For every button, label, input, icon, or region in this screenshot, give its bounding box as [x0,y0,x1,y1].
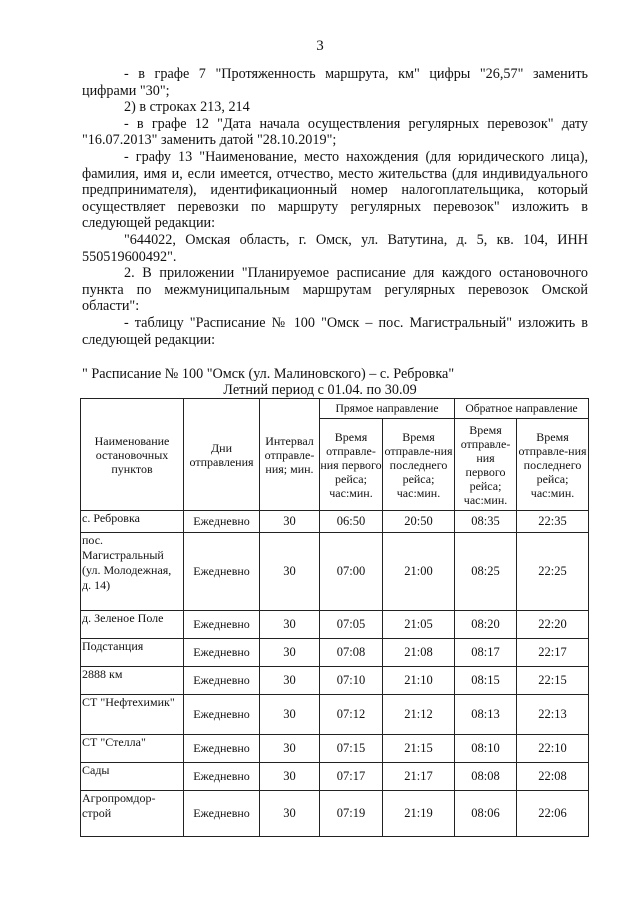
forward-last-time: 21:05 [383,611,455,639]
backward-first-time: 08:10 [455,735,517,763]
forward-last-time: 20:50 [383,511,455,533]
interval-minutes: 30 [260,735,320,763]
header-forward-first: Время отправле-ния первого рейса; час:мин. [320,419,383,511]
backward-last-time: 22:15 [517,667,589,695]
header-backward: Обратное направление [455,399,589,419]
backward-last-time: 22:17 [517,639,589,667]
stop-name: СТ "Нефтехимик" [81,695,184,735]
departure-days: Ежедневно [184,667,260,695]
paragraph-date-change: - в графе 12 "Дата начала осуществления регулярных перевозок" дату "16.07.2013" заменить датой "28.10.2019"; [82,115,588,149]
forward-first-time: 07:17 [320,763,383,791]
departure-days: Ежедневно [184,511,260,533]
forward-last-time: 21:17 [383,763,455,791]
forward-last-time: 21:15 [383,735,455,763]
schedule-table [80,398,589,837]
forward-first-time: 07:19 [320,791,383,837]
interval-minutes: 30 [260,611,320,639]
header-interval: Интервал отправле-ния; мин. [260,399,320,511]
departure-days: Ежедневно [184,763,260,791]
interval-minutes: 30 [260,533,320,611]
paragraph-rows: 2) в строках 213, 214 [124,99,250,116]
table-row [81,763,589,791]
backward-first-time: 08:06 [455,791,517,837]
departure-days: Ежедневно [184,791,260,837]
backward-last-time: 22:13 [517,695,589,735]
paragraph-address: "644022, Омская область, г. Омск, ул. Ватутина, д. 5, кв. 104, ИНН 550519600492". [82,231,588,265]
stop-name: пос. Магистральный (ул. Молодежная, д. 14) [81,533,184,611]
forward-first-time: 07:08 [320,639,383,667]
header-forward-last: Время отправле-ния последнего рейса; час:мин. [383,419,455,511]
forward-first-time: 07:12 [320,695,383,735]
schedule-title: " Расписание № 100 "Омск (ул. Малиновского) – с. Ребровка" [82,366,455,382]
interval-minutes: 30 [260,667,320,695]
schedule-body [81,511,589,837]
departure-days: Ежедневно [184,695,260,735]
forward-last-time: 21:12 [383,695,455,735]
document-body [82,66,588,348]
header-backward-first: Время отправле-ния первого рейса; час:мин. [455,419,517,511]
interval-minutes: 30 [260,639,320,667]
backward-last-time: 22:08 [517,763,589,791]
forward-last-time: 21:10 [383,667,455,695]
table-row [81,611,589,639]
forward-last-time: 21:19 [383,791,455,837]
stop-name: д. Зеленое Поле [81,611,184,639]
departure-days: Ежедневно [184,639,260,667]
table-row [81,511,589,533]
stop-name: СТ "Стелла" [81,735,184,763]
departure-days: Ежедневно [184,611,260,639]
backward-last-time: 22:20 [517,611,589,639]
paragraph-length-change: - в графе 7 "Протяженность маршрута, км" цифры "26,57" заменить цифрами "30"; [82,66,588,99]
page-number: 3 [316,38,324,54]
interval-minutes: 30 [260,695,320,735]
forward-first-time: 07:05 [320,611,383,639]
paragraph-appendix: 2. В приложении "Планируемое расписание для каждого остановочного пункта по межмуниципальным маршрутам регулярных перевозок Омской области": [82,265,588,315]
backward-first-time: 08:13 [455,695,517,735]
forward-first-time: 07:15 [320,735,383,763]
forward-first-time: 07:10 [320,667,383,695]
forward-first-time: 07:00 [320,533,383,611]
table-row [81,533,589,611]
backward-first-time: 08:35 [455,511,517,533]
backward-last-time: 22:10 [517,735,589,763]
backward-first-time: 08:08 [455,763,517,791]
backward-last-time: 22:35 [517,511,589,533]
table-row [81,695,589,735]
backward-first-time: 08:25 [455,533,517,611]
interval-minutes: 30 [260,511,320,533]
table-row [81,791,589,837]
forward-first-time: 06:50 [320,511,383,533]
backward-first-time: 08:20 [455,611,517,639]
interval-minutes: 30 [260,791,320,837]
header-days: Дни отправления [184,399,260,511]
stop-name: 2888 км [81,667,184,695]
stop-name: Сады [81,763,184,791]
stop-name: Агропромдор-строй [81,791,184,837]
forward-last-time: 21:08 [383,639,455,667]
table-row [81,735,589,763]
schedule-period: Летний период с 01.04. по 30.09 [223,382,417,398]
forward-last-time: 21:00 [383,533,455,611]
stop-name: Подстанция [81,639,184,667]
stop-name: с. Ребровка [81,511,184,533]
interval-minutes: 30 [260,763,320,791]
table-row [81,667,589,695]
table-row [81,639,589,667]
backward-first-time: 08:15 [455,667,517,695]
backward-last-time: 22:06 [517,791,589,837]
departure-days: Ежедневно [184,735,260,763]
header-stop: Наименование остановочных пунктов [81,399,184,511]
departure-days: Ежедневно [184,533,260,611]
header-forward: Прямое направление [320,399,455,419]
header-backward-last: Время отправле-ния последнего рейса; час:мин. [517,419,589,511]
paragraph-column-13: - графу 13 "Наименование, место нахождения (для юридического лица), фамилия, имя и, если имеется, отчество, место жительства (для индивидуального предпринимателя), идентификационный номер налогоплательщика, который осуществляет перевозки по маршруту регулярных перевозок" изложить в следующей редакции: [82,148,588,232]
backward-last-time: 22:25 [517,533,589,611]
backward-first-time: 08:17 [455,639,517,667]
paragraph-table-intro: - таблицу "Расписание № 100 "Омск – пос. Магистральный" изложить в следующей редакции: [82,314,588,348]
